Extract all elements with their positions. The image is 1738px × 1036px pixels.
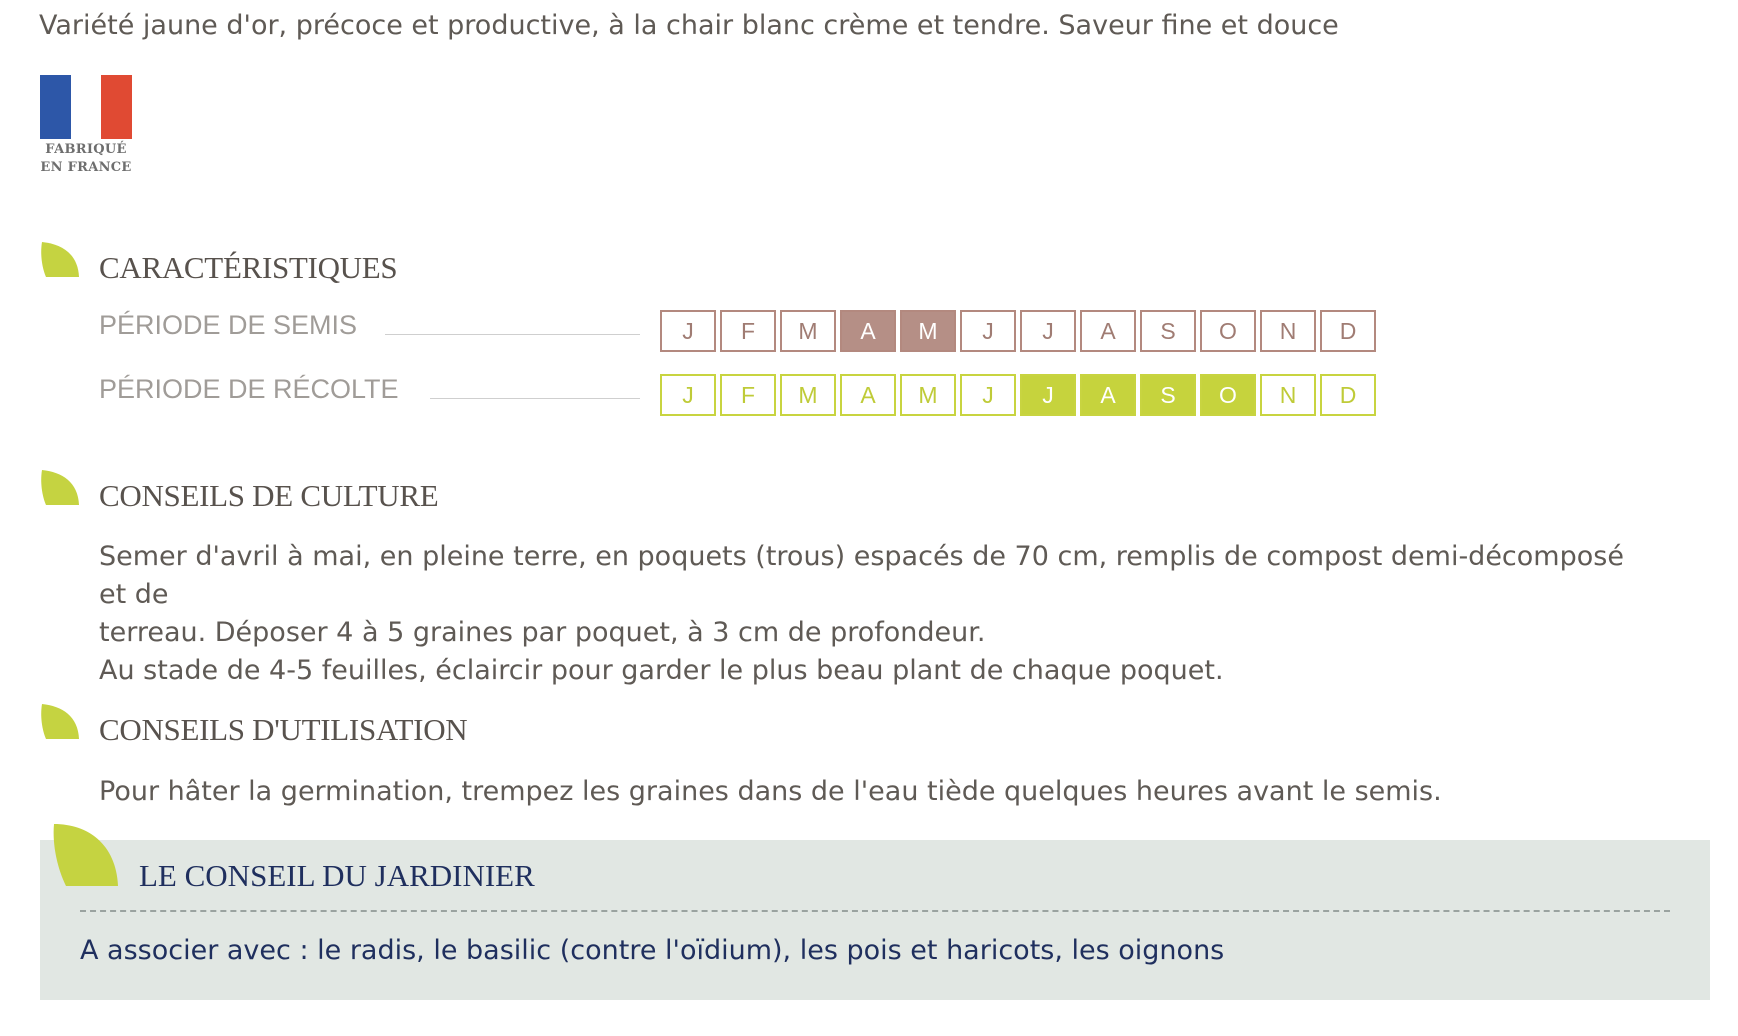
badge-line-2: EN FRANCE xyxy=(40,160,132,175)
sowing-month-7: J xyxy=(1020,310,1076,352)
gardener-tip-divider xyxy=(80,910,1670,912)
sowing-month-6: J xyxy=(960,310,1016,352)
badge-text xyxy=(40,141,132,177)
leaf-icon xyxy=(52,820,120,888)
sowing-month-1: J xyxy=(660,310,716,352)
intro-text: Variété jaune d'or, précoce et productive, à la chair blanc crème et tendre. Saveur fine et douce xyxy=(39,10,1339,41)
harvest-month-5: M xyxy=(900,374,956,416)
culture-line-2: terreau. Déposer 4 à 5 graines par poquet, à 3 cm de profondeur. xyxy=(99,617,986,648)
badge-line-1: FABRIQUÉ xyxy=(45,142,127,157)
harvest-divider xyxy=(430,398,640,399)
gardener-tip-box xyxy=(40,840,1710,1000)
harvest-month-9: S xyxy=(1140,374,1196,416)
culture-line-1: Semer d'avril à mai, en pleine terre, en poquets (trous) espacés de 70 cm, remplis de compost demi-décomposé et de xyxy=(99,541,1624,610)
section-title-culture: CONSEILS DE CULTURE xyxy=(99,478,439,513)
gardener-tip-title: LE CONSEIL DU JARDINIER xyxy=(139,858,535,893)
sowing-month-5: M xyxy=(900,310,956,352)
section-title-caracteristiques: CARACTÉRISTIQUES xyxy=(99,250,398,285)
gardener-tip-text: A associer avec : le radis, le basilic (contre l'oïdium), les pois et haricots, les oignons xyxy=(80,935,1225,966)
harvest-month-10: O xyxy=(1200,374,1256,416)
section-title-utilisation: CONSEILS D'UTILISATION xyxy=(99,712,468,747)
harvest-month-2: F xyxy=(720,374,776,416)
harvest-month-6: J xyxy=(960,374,1016,416)
sowing-month-11: N xyxy=(1260,310,1316,352)
harvest-month-11: N xyxy=(1260,374,1316,416)
made-in-france-badge xyxy=(40,75,132,177)
sowing-month-10: O xyxy=(1200,310,1256,352)
sowing-period-label: PÉRIODE DE SEMIS xyxy=(99,310,358,340)
sowing-month-8: A xyxy=(1080,310,1136,352)
leaf-icon xyxy=(40,468,78,504)
culture-line-3: Au stade de 4-5 feuilles, éclaircir pour garder le plus beau plant de chaque poquet. xyxy=(99,655,1224,686)
sowing-month-2: F xyxy=(720,310,776,352)
sowing-calendar xyxy=(660,310,1376,352)
culture-text xyxy=(99,538,1659,690)
harvest-calendar xyxy=(660,374,1376,416)
harvest-month-3: M xyxy=(780,374,836,416)
sowing-month-3: M xyxy=(780,310,836,352)
harvest-month-8: A xyxy=(1080,374,1136,416)
sowing-month-12: D xyxy=(1320,310,1376,352)
french-flag-icon xyxy=(40,75,132,139)
sowing-month-9: S xyxy=(1140,310,1196,352)
sowing-month-4: A xyxy=(840,310,896,352)
harvest-month-4: A xyxy=(840,374,896,416)
leaf-icon xyxy=(40,702,78,738)
utilisation-text: Pour hâter la germination, trempez les graines dans de l'eau tiède quelques heures avant le semis. xyxy=(99,776,1442,807)
harvest-period-label: PÉRIODE DE RÉCOLTE xyxy=(99,374,399,404)
harvest-month-7: J xyxy=(1020,374,1076,416)
leaf-icon xyxy=(40,240,78,276)
harvest-month-12: D xyxy=(1320,374,1376,416)
harvest-month-1: J xyxy=(660,374,716,416)
sowing-divider xyxy=(385,334,640,335)
